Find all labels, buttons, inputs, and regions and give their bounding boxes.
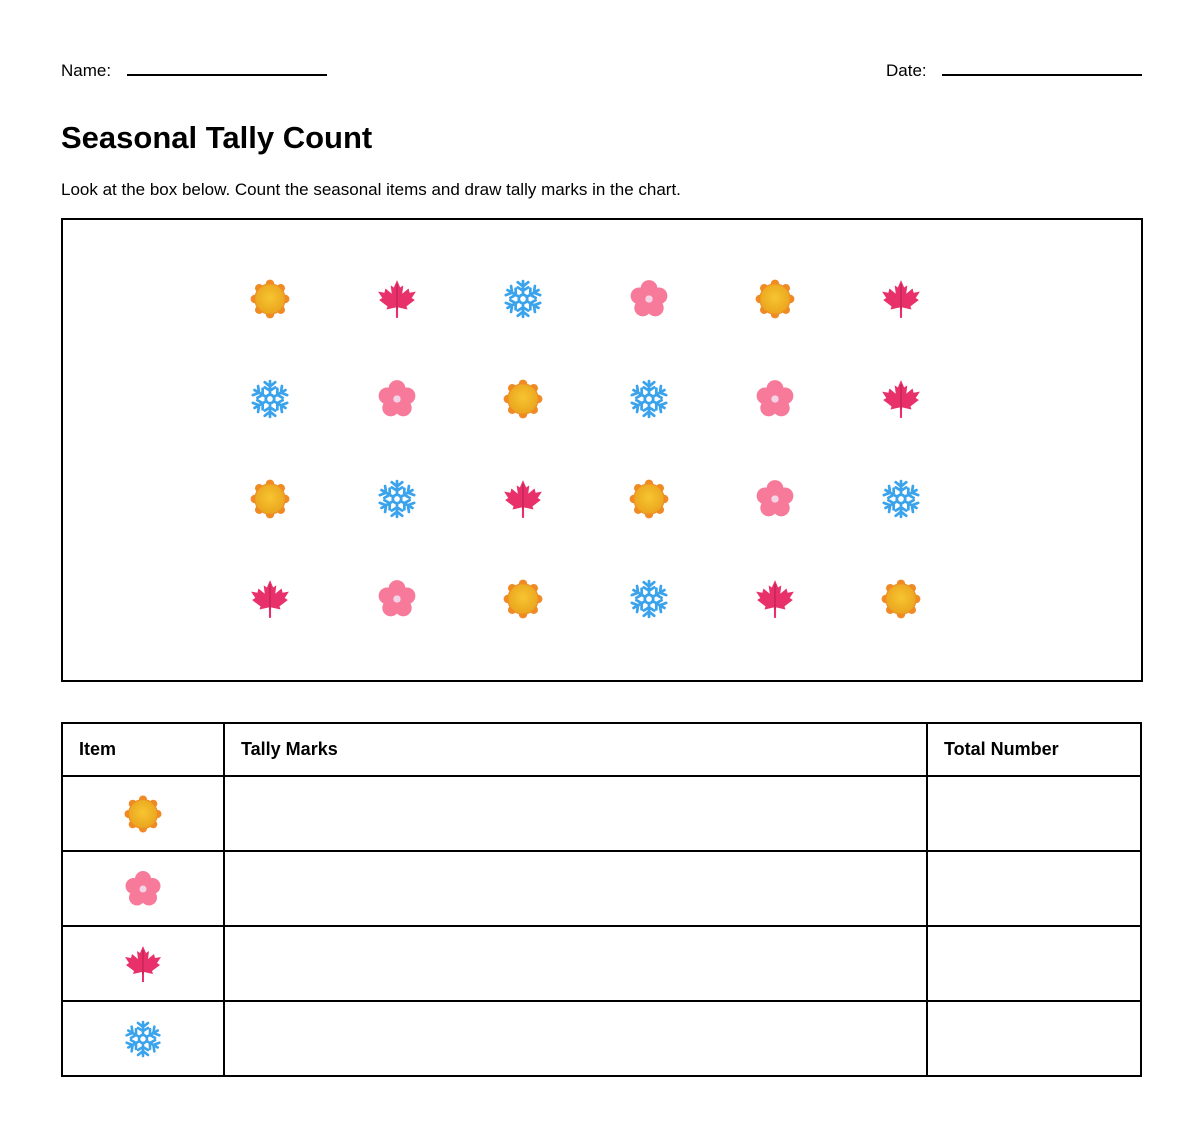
table-row bbox=[62, 1001, 1141, 1076]
tally-marks-cell[interactable] bbox=[224, 926, 927, 1001]
header-item: Item bbox=[62, 723, 224, 776]
sun-icon bbox=[754, 278, 796, 320]
maple-leaf-icon bbox=[123, 944, 163, 984]
header-total-number: Total Number bbox=[927, 723, 1141, 776]
cherry-blossom-icon bbox=[628, 278, 670, 320]
sun-icon bbox=[880, 578, 922, 620]
item-cell bbox=[62, 851, 224, 926]
sun-icon bbox=[628, 478, 670, 520]
name-label: Name: bbox=[61, 61, 112, 80]
snowflake-icon bbox=[502, 278, 544, 320]
snowflake-icon bbox=[628, 578, 670, 620]
item-cell bbox=[62, 776, 224, 851]
maple-leaf-icon bbox=[880, 278, 922, 320]
item-cell bbox=[62, 1001, 224, 1076]
header-tally-marks: Tally Marks bbox=[224, 723, 927, 776]
cherry-blossom-icon bbox=[376, 378, 418, 420]
tally-marks-cell[interactable] bbox=[224, 1001, 927, 1076]
cherry-blossom-icon bbox=[376, 578, 418, 620]
maple-leaf-icon bbox=[376, 278, 418, 320]
maple-leaf-icon bbox=[754, 578, 796, 620]
date-label: Date: bbox=[886, 61, 927, 80]
maple-leaf-icon bbox=[502, 478, 544, 520]
table-row bbox=[62, 851, 1141, 926]
snowflake-icon bbox=[123, 1019, 163, 1059]
tally-marks-cell[interactable] bbox=[224, 776, 927, 851]
table-header-row bbox=[62, 723, 1141, 776]
instructions: Look at the box below. Count the seasonal items and draw tally marks in the chart. bbox=[61, 180, 681, 199]
cherry-blossom-icon bbox=[754, 478, 796, 520]
cherry-blossom-icon bbox=[754, 378, 796, 420]
item-cell bbox=[62, 926, 224, 1001]
tally-marks-cell[interactable] bbox=[224, 851, 927, 926]
snowflake-icon bbox=[249, 378, 291, 420]
maple-leaf-icon bbox=[249, 578, 291, 620]
table-row bbox=[62, 776, 1141, 851]
sun-icon bbox=[249, 478, 291, 520]
maple-leaf-icon bbox=[880, 378, 922, 420]
total-number-cell[interactable] bbox=[927, 1001, 1141, 1076]
tally-table bbox=[61, 722, 1142, 1077]
page-title: Seasonal Tally Count bbox=[61, 120, 373, 155]
sun-icon bbox=[123, 794, 163, 834]
total-number-cell[interactable] bbox=[927, 776, 1141, 851]
snowflake-icon bbox=[376, 478, 418, 520]
date-field[interactable] bbox=[942, 74, 1142, 76]
snowflake-icon bbox=[880, 478, 922, 520]
total-number-cell[interactable] bbox=[927, 851, 1141, 926]
name-field[interactable] bbox=[127, 74, 327, 76]
snowflake-icon bbox=[628, 378, 670, 420]
cherry-blossom-icon bbox=[123, 869, 163, 909]
table-row bbox=[62, 926, 1141, 1001]
total-number-cell[interactable] bbox=[927, 926, 1141, 1001]
sun-icon bbox=[249, 278, 291, 320]
item-box bbox=[61, 218, 1143, 682]
sun-icon bbox=[502, 378, 544, 420]
sun-icon bbox=[502, 578, 544, 620]
